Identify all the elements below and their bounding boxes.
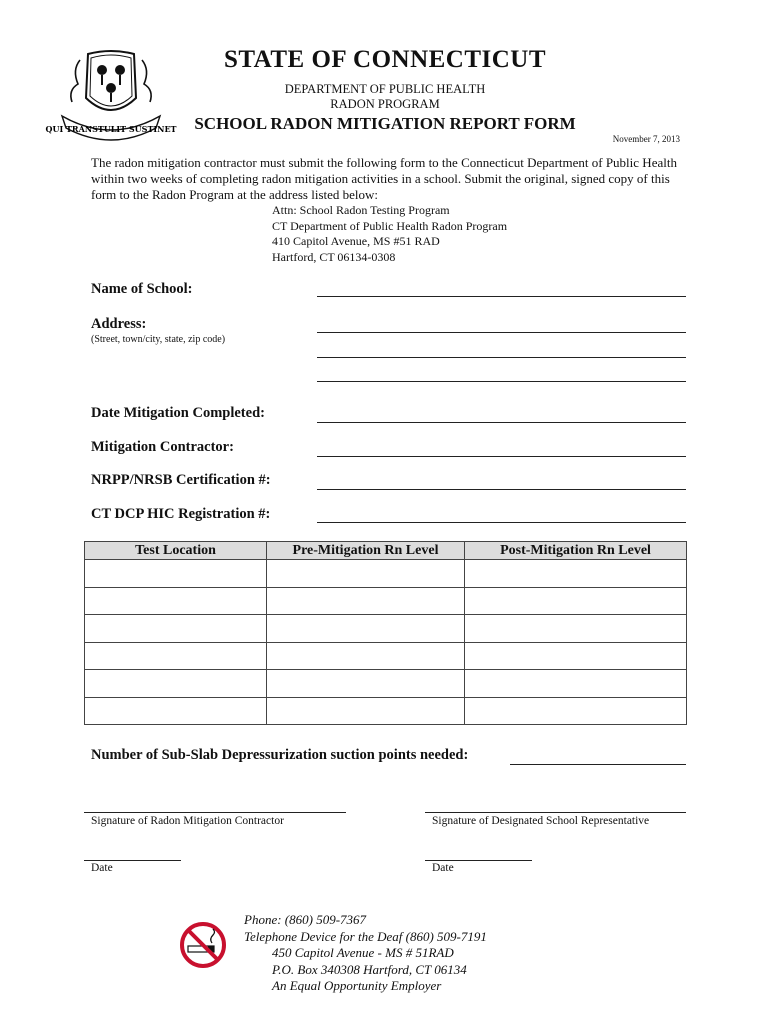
address-label: Address: — [91, 316, 147, 332]
table-row — [85, 560, 687, 588]
school-rep-signature-input[interactable] — [425, 812, 686, 813]
test-location-cell[interactable] — [85, 670, 267, 698]
address-line: CT Department of Public Health Radon Program — [272, 218, 508, 233]
address-line: Hartford, CT 06134-0308 — [272, 249, 396, 264]
column-header-pre-mitigation: Pre-Mitigation Rn Level — [267, 542, 465, 560]
address-input-line-1[interactable] — [317, 332, 686, 333]
footer-address-2: P.O. Box 340308 Hartford, CT 06134 — [272, 961, 467, 977]
post-mitigation-cell[interactable] — [465, 615, 687, 643]
page-title: STATE OF CONNECTICUT — [223, 46, 547, 73]
footer-address-1: 450 Capitol Avenue - MS # 51RAD — [272, 945, 454, 960]
program-name: RADON PROGRAM — [330, 97, 440, 111]
column-header-post-mitigation: Post-Mitigation Rn Level — [465, 542, 687, 560]
date-completed-input[interactable] — [317, 422, 686, 423]
footer-eoe: An Equal Opportunity Employer — [272, 978, 442, 993]
table-row — [85, 670, 687, 698]
form-title: SCHOOL RADON MITIGATION REPORT FORM — [194, 114, 576, 133]
certification-input[interactable] — [317, 489, 686, 490]
column-header-test-location: Test Location — [85, 542, 267, 560]
post-mitigation-cell[interactable] — [465, 560, 687, 588]
address-line: 410 Capitol Avenue, MS #51 RAD — [272, 234, 440, 248]
address-input-line-2[interactable] — [317, 357, 686, 358]
intro-paragraph: The radon mitigation contractor must submit the following form to the Connecticut Department of Public Health within two weeks of completing radon mitigation activities in a school. Submit the original, signed copy of this form to the Radon Program at the address listed below: — [91, 155, 677, 202]
post-mitigation-cell[interactable] — [465, 670, 687, 698]
school-name-label: Name of School: — [91, 281, 193, 297]
table-row — [85, 697, 687, 725]
pre-mitigation-cell[interactable] — [267, 670, 465, 698]
contractor-input[interactable] — [317, 456, 686, 457]
hic-registration-label: CT DCP HIC Registration #: — [91, 506, 271, 522]
svg-text:QUI TRANSTULIT SUSTINET: QUI TRANSTULIT SUSTINET — [45, 124, 177, 134]
suction-points-input[interactable] — [510, 764, 686, 765]
school-rep-signature-label: Signature of Designated School Representative — [432, 815, 650, 827]
suction-points-label: Number of Sub-Slab Depressurization suction points needed: — [91, 747, 469, 763]
contractor-date-label: Date — [91, 862, 113, 874]
contractor-label: Mitigation Contractor: — [91, 439, 234, 455]
contractor-date-input[interactable] — [84, 860, 181, 861]
contractor-signature-label: Signature of Radon Mitigation Contractor — [91, 815, 284, 827]
hic-registration-input[interactable] — [317, 522, 686, 523]
test-location-cell[interactable] — [85, 587, 267, 615]
radon-levels-table — [84, 541, 687, 725]
footer-tdd: Telephone Device for the Deaf (860) 509-7191 — [244, 928, 487, 944]
test-location-cell[interactable] — [85, 642, 267, 670]
test-location-cell[interactable] — [85, 697, 267, 725]
pre-mitigation-cell[interactable] — [267, 615, 465, 643]
school-rep-date-input[interactable] — [425, 860, 532, 861]
address-hint: (Street, town/city, state, zip code) — [91, 334, 226, 345]
table-row — [85, 587, 687, 615]
address-line: Attn: School Radon Testing Program — [272, 203, 450, 217]
test-location-cell[interactable] — [85, 615, 267, 643]
table-row — [85, 615, 687, 643]
mailing-address — [272, 203, 507, 265]
school-name-input[interactable] — [317, 296, 686, 297]
certification-label: NRPP/NRSB Certification #: — [91, 472, 271, 488]
date-completed-label: Date Mitigation Completed: — [91, 405, 265, 421]
test-location-cell[interactable] — [85, 560, 267, 588]
pre-mitigation-cell[interactable] — [267, 560, 465, 588]
pre-mitigation-cell[interactable] — [267, 697, 465, 725]
no-smoking-icon — [179, 921, 227, 969]
footer-contact — [244, 912, 487, 995]
pre-mitigation-cell[interactable] — [267, 642, 465, 670]
pre-mitigation-cell[interactable] — [267, 587, 465, 615]
post-mitigation-cell[interactable] — [465, 587, 687, 615]
address-input-line-3[interactable] — [317, 381, 686, 382]
state-seal-icon — [45, 46, 177, 146]
contractor-signature-input[interactable] — [84, 812, 346, 813]
school-rep-date-label: Date — [432, 862, 454, 874]
table-row — [85, 642, 687, 670]
footer-phone: Phone: (860) 509-7367 — [244, 912, 367, 927]
form-date: November 7, 2013 — [612, 134, 680, 144]
post-mitigation-cell[interactable] — [465, 697, 687, 725]
department-name: DEPARTMENT OF PUBLIC HEALTH — [284, 82, 486, 96]
post-mitigation-cell[interactable] — [465, 642, 687, 670]
table-header-row — [85, 542, 687, 560]
